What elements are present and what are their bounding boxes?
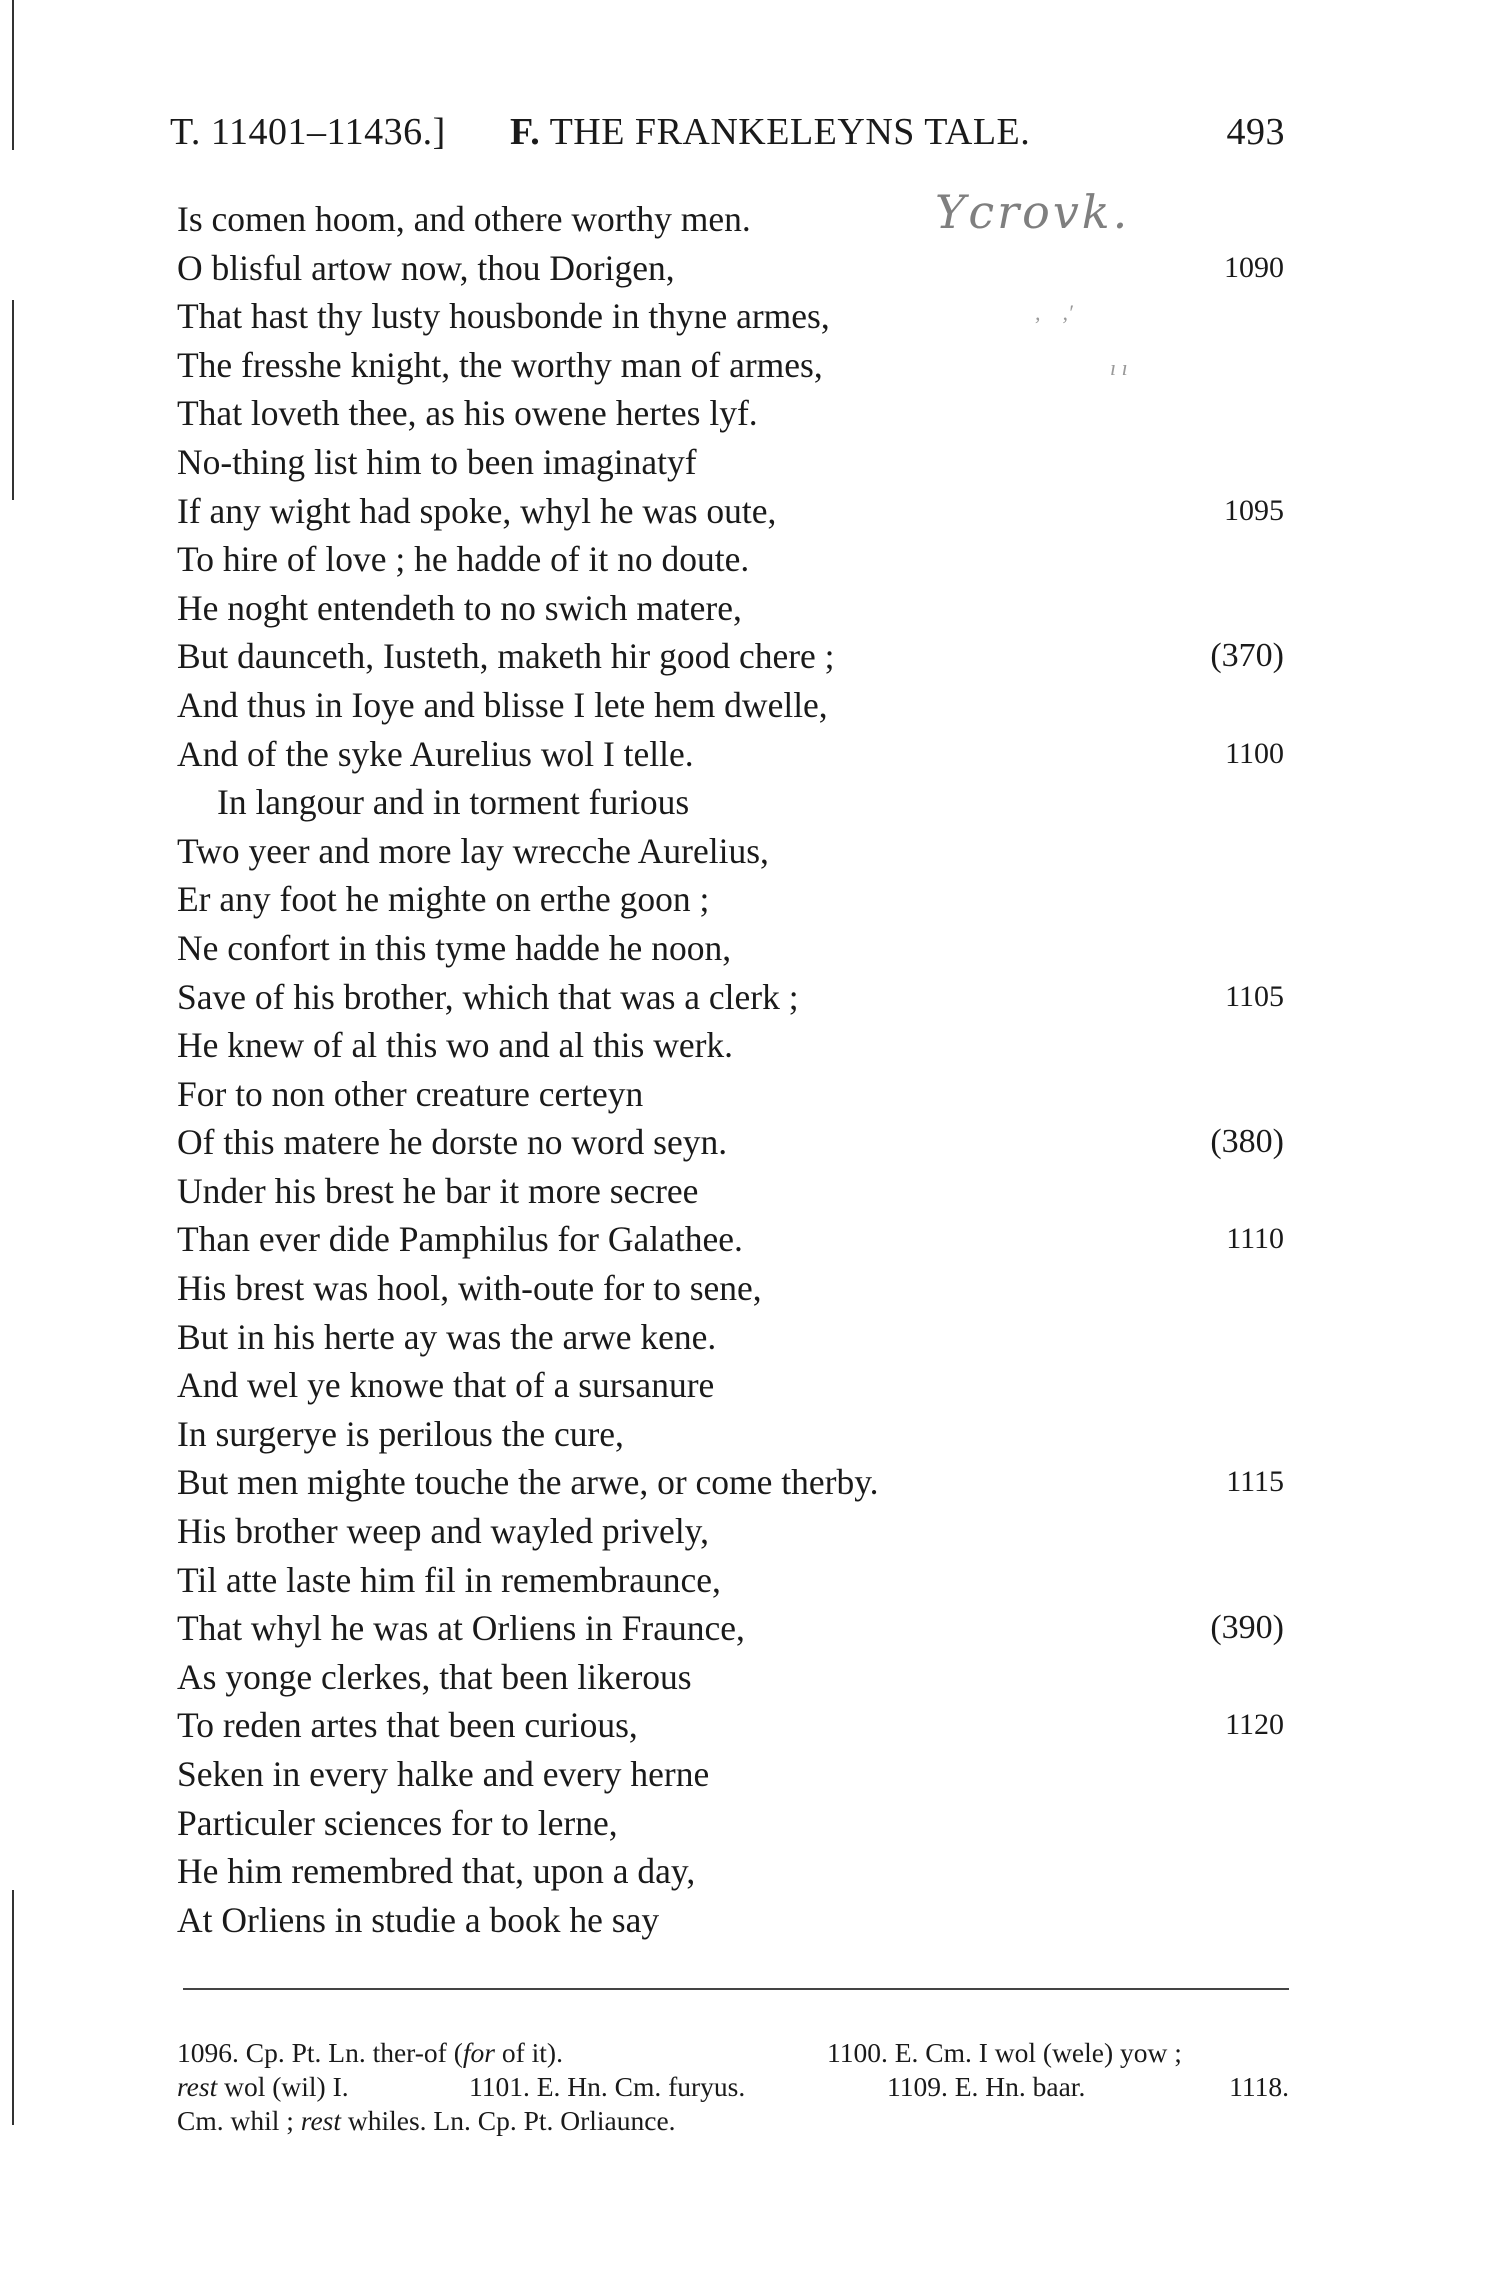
footnote-rule <box>183 1988 1289 1990</box>
footnote-1100-part1: 1100. E. Cm. I wol (wele) yow ; <box>827 2037 1182 2068</box>
verse-text: No-thing list him to been imaginatyf <box>177 441 697 482</box>
running-header <box>170 110 1285 160</box>
verse-line <box>0 1264 1493 1313</box>
verse-text: He knew of al this wo and al this werk. <box>177 1025 734 1066</box>
footnotes <box>177 2036 1289 2138</box>
line-number: 1095 <box>1224 493 1284 527</box>
verse-text: If any wight had spoke, whyl he was oute, <box>177 490 777 531</box>
verse-line <box>0 438 1493 487</box>
verse-text: He him remembred that, upon a day, <box>177 1851 696 1892</box>
verse-text: To reden artes that been curious, <box>177 1705 638 1746</box>
footnote-1101: 1101. E. Hn. Cm. furyus. <box>469 2071 746 2102</box>
footnote-1118-part2: Cm. whil ; rest whiles. Ln. Cp. Pt. Orliaunce. <box>177 2105 676 2136</box>
verse-line <box>0 1701 1493 1750</box>
verse-text: His brother weep and wayled prively, <box>177 1511 709 1552</box>
faint-marks-2: ı ı <box>1110 355 1128 380</box>
verse-text: The fresshe knight, the worthy man of armes, <box>177 344 823 385</box>
verse-text: Than ever dide Pamphilus for Galathee. <box>177 1219 743 1260</box>
verse-text: Seken in every halke and every herne <box>177 1754 710 1794</box>
verse-line <box>0 487 1493 536</box>
verse-text: In langour and in torment furious <box>217 782 690 823</box>
verse-line <box>0 1604 1493 1653</box>
verse-line <box>0 195 1493 244</box>
verse-line <box>0 1313 1493 1362</box>
verse-text: Er any foot he mighte on erthe goon ; <box>177 879 710 920</box>
verse-text: O blisful artow now, thou Dorigen, <box>177 247 675 288</box>
verse-line <box>0 973 1493 1022</box>
verse-line <box>0 1215 1493 1264</box>
verse-line <box>0 1021 1493 1070</box>
verse-line <box>0 1896 1493 1945</box>
verse-line <box>0 1507 1493 1556</box>
fragment-letter: F. <box>510 111 541 153</box>
faint-marks-1: , ,′ <box>1035 300 1073 325</box>
footnote-line-2 <box>177 2070 1289 2104</box>
verse-line <box>0 730 1493 779</box>
verse-line <box>0 1361 1493 1410</box>
verse-text: Under his brest he bar it more secree <box>177 1170 699 1211</box>
verse-line <box>0 778 1493 827</box>
verse-line <box>0 1410 1493 1459</box>
verse-line <box>0 1118 1493 1167</box>
footnote-line-1 <box>177 2036 1289 2070</box>
poem-text <box>0 195 1493 1944</box>
line-number: 1115 <box>1226 1465 1284 1499</box>
line-number: 1120 <box>1225 1708 1284 1742</box>
verse-text: Particuler sciences for to lerne, <box>177 1802 618 1843</box>
verse-text: But in his herte ay was the arwe kene. <box>177 1316 717 1357</box>
verse-text: In surgerye is perilous the cure, <box>177 1413 624 1454</box>
verse-text: At Orliens in studie a book he say <box>177 1899 660 1940</box>
line-number: 1110 <box>1226 1222 1284 1256</box>
verse-line <box>0 1167 1493 1216</box>
verse-text: To hire of love ; he hadde of it no doute. <box>177 539 750 580</box>
verse-text: And wel ye knowe that of a sursanure <box>177 1365 715 1406</box>
verse-line <box>0 632 1493 681</box>
verse-text: That whyl he was at Orliens in Fraunce, <box>177 1608 745 1649</box>
verse-text: And of the syke Aurelius wol I telle. <box>177 733 694 774</box>
header-title <box>510 110 1030 154</box>
verse-line <box>0 535 1493 584</box>
verse-line <box>0 1847 1493 1896</box>
line-number: (380) <box>1210 1123 1284 1161</box>
verse-line <box>0 1799 1493 1848</box>
footnote-1100-part2: rest wol (wil) I. <box>177 2071 349 2102</box>
verse-line <box>0 1070 1493 1119</box>
verse-line <box>0 1458 1493 1507</box>
line-number: (390) <box>1210 1609 1284 1647</box>
line-number: 1090 <box>1224 250 1284 284</box>
handwritten-annotation: Ycrovk. <box>935 185 1131 239</box>
tale-title: THE FRANKELEYNS TALE. <box>549 111 1031 153</box>
edge-mark-top <box>12 0 14 150</box>
verse-text: For to non other creature certeyn <box>177 1073 644 1114</box>
verse-line <box>0 1750 1493 1799</box>
verse-text: Two yeer and more lay wrecche Aurelius, <box>177 830 769 871</box>
verse-text: As yonge clerkes, that been likerous <box>177 1656 692 1697</box>
verse-text: Is comen hoom, and othere worthy men. <box>177 199 751 239</box>
verse-text: And thus in Ioye and blisse I lete hem dwelle, <box>177 684 828 725</box>
verse-text: That hast thy lusty housbonde in thyne armes, <box>177 296 830 337</box>
verse-text: Save of his brother, which that was a clerk ; <box>177 976 799 1017</box>
footnote-1109: 1109. E. Hn. baar. <box>887 2071 1086 2102</box>
verse-line <box>0 244 1493 293</box>
verse-text: He noght entendeth to no swich matere, <box>177 587 742 628</box>
verse-text: Ne confort in this tyme hadde he noon, <box>177 927 732 968</box>
verse-text: That loveth thee, as his owene hertes lyf. <box>177 393 758 434</box>
footnote-line-3 <box>177 2104 1289 2138</box>
line-number: 1100 <box>1225 736 1284 770</box>
verse-line <box>0 292 1493 341</box>
footnote-1096: 1096. Cp. Pt. Ln. ther-of (for of it). <box>177 2037 563 2068</box>
verse-line <box>0 875 1493 924</box>
verse-line <box>0 1556 1493 1605</box>
verse-line <box>0 827 1493 876</box>
line-number: (370) <box>1210 637 1284 675</box>
verse-line <box>0 341 1493 390</box>
verse-line <box>0 389 1493 438</box>
verse-line <box>0 584 1493 633</box>
footnote-1118-part1: 1118. <box>1229 2071 1289 2102</box>
line-number: 1105 <box>1225 979 1284 1013</box>
verse-line <box>0 924 1493 973</box>
verse-text: Of this matere he dorste no word seyn. <box>177 1122 728 1163</box>
verse-line <box>0 1653 1493 1702</box>
page-number: 493 <box>1226 111 1285 153</box>
verse-text: But men mighte touche the arwe, or come therby. <box>177 1462 879 1503</box>
line-range: T. 11401–11436.] <box>170 111 446 153</box>
verse-text: Til atte laste him fil in remembraunce, <box>177 1559 721 1600</box>
verse-text: His brest was hool, with-oute for to sene, <box>177 1268 762 1309</box>
verse-text: But daunceth, Iusteth, maketh hir good chere ; <box>177 636 835 677</box>
verse-line <box>0 681 1493 730</box>
